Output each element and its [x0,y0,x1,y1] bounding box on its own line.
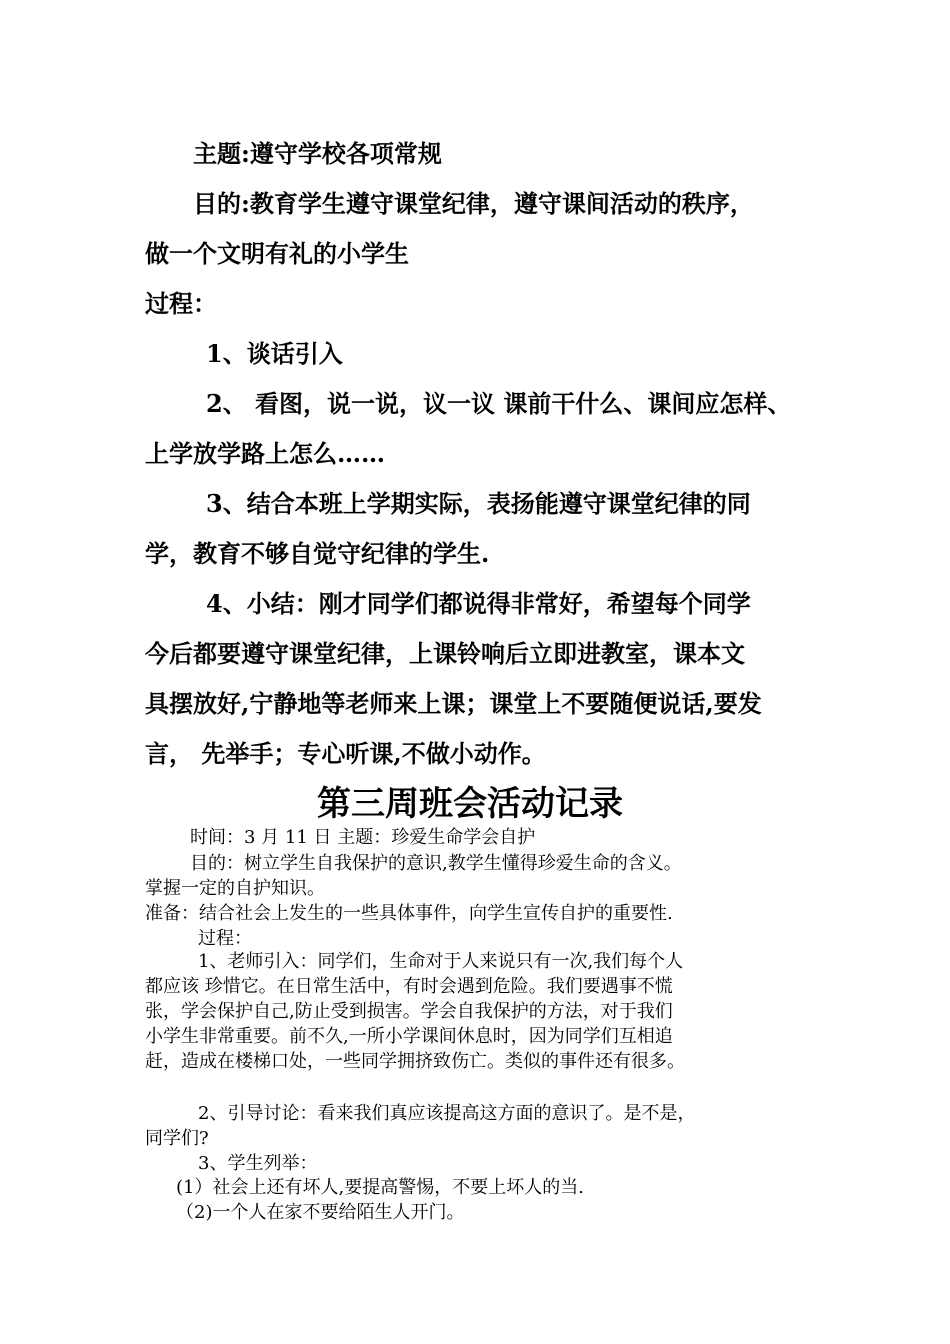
step-2: 2、引导讨论：看来我们真应该提高这方面的意识了。是不是， [198,1103,696,1124]
theme-line: 主题:遵守学校各项常规 [193,139,442,168]
step-1: 1、谈话引入 [206,339,343,368]
step-4: 4、小结：刚才同学们都说得非常好，希望每个同学 [206,589,751,618]
purpose-line: 目的：树立学生自我保护的意识,教学生懂得珍爱生命的含义。 [190,853,682,874]
time-theme-line: 时间：3 月 11 日 主题：珍爱生命学会自护 [190,827,536,848]
step-1-cont-4: 赶，造成在楼梯口处，一些同学拥挤致伤亡。类似的事件还有很多。 [145,1051,685,1072]
step-2-cont: 上学放学路上怎么…… [145,439,385,468]
list-item-2: （2)一个人在家不要给陌生人开门。 [176,1202,465,1223]
step-3: 3、结合本班上学期实际，表扬能遵守课堂纪律的同 [206,489,751,518]
step-1-cont-3: 小学生非常重要。前不久,一所小学课间休息时，因为同学们互相追 [145,1026,673,1047]
process-label: 过程： [198,928,252,949]
step-2: 2、 看图，说一说，议一议 课前干什么、课间应怎样、 [206,389,792,418]
page-title: 第三周班会活动记录 [317,784,623,824]
preparation-line: 准备：结合社会上发生的一些具体事件，向学生宣传自护的重要性. [145,903,673,924]
step-4-cont-1: 今后都要遵守课堂纪律，上课铃响后立即进教室，课本文 [145,639,745,668]
purpose-line-cont: 做一个文明有礼的小学生 [145,239,409,268]
step-4-cont-3: 言， 先举手；专心听课,不做小动作。 [145,739,546,768]
step-4-cont-2: 具摆放好,宁静地等老师来上课；课堂上不要随便说话,要发 [145,689,762,718]
purpose-line-cont: 掌握一定的自护知识。 [145,878,325,899]
step-3: 3、学生列举： [198,1153,318,1174]
step-2-cont: 同学们? [145,1128,209,1149]
list-item-1: (1）社会上还有坏人,要提高警惕，不要上坏人的当. [176,1177,584,1198]
process-label: 过程： [145,289,217,318]
step-1-cont-2: 张，学会保护自己,防止受到损害。学会自我保护的方法，对于我们 [145,1001,673,1022]
step-1-cont-1: 都应该 珍惜它。在日常生活中，有时会遇到危险。我们要遇事不慌 [145,976,673,997]
purpose-line: 目的:教育学生遵守课堂纪律，遵守课间活动的秩序， [193,189,754,218]
step-1: 1、老师引入：同学们，生命对于人来说只有一次,我们每个人 [198,951,684,972]
step-3-cont: 学，教育不够自觉守纪律的学生. [145,539,490,568]
